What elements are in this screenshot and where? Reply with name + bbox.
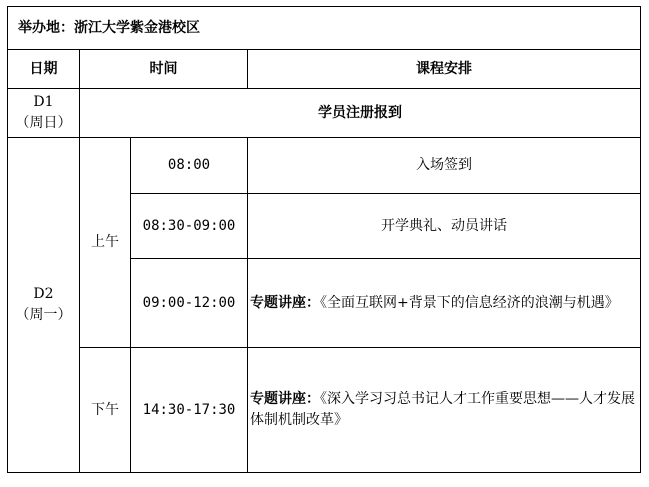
registration-note: 学员注册报到 bbox=[80, 89, 641, 138]
lecture-title: 《深入学习习总书记人才工作重要思想——人才发展体制机制改革》 bbox=[250, 391, 635, 428]
session-time: 14:30-17:30 bbox=[131, 348, 248, 473]
day-weekday: （周一） bbox=[15, 307, 72, 323]
venue-title: 举办地：浙江大学紫金港校区 bbox=[8, 7, 641, 50]
day-weekday: （周日） bbox=[15, 115, 72, 131]
day-code: D2 bbox=[33, 286, 54, 302]
header-schedule: 课程安排 bbox=[248, 50, 641, 89]
session-time: 08:00 bbox=[131, 138, 248, 194]
day-cell-d2 bbox=[8, 138, 80, 473]
session-time: 09:00-12:00 bbox=[131, 259, 248, 348]
day-code: D1 bbox=[33, 94, 54, 110]
lecture-label: 专题讲座： bbox=[250, 391, 320, 407]
session-activity: 开学典礼、动员讲话 bbox=[248, 194, 641, 259]
header-time: 时间 bbox=[80, 50, 248, 89]
header-row bbox=[8, 50, 641, 89]
day-cell-d1 bbox=[8, 89, 80, 138]
session-activity: 入场签到 bbox=[248, 138, 641, 194]
lecture-label: 专题讲座： bbox=[250, 294, 320, 311]
table-row bbox=[8, 348, 641, 473]
period-morning: 上午 bbox=[80, 138, 131, 348]
table-row bbox=[8, 138, 641, 194]
lecture-title: 《全面互联网+背景下的信息经济的浪潮与机遇》 bbox=[320, 294, 619, 311]
session-time: 08:30-09:00 bbox=[131, 194, 248, 259]
session-lecture bbox=[248, 348, 641, 473]
period-afternoon: 下午 bbox=[80, 348, 131, 473]
header-date: 日期 bbox=[8, 50, 80, 89]
schedule-table bbox=[7, 6, 641, 473]
table-row bbox=[8, 89, 641, 138]
session-lecture bbox=[248, 259, 641, 348]
venue-row bbox=[8, 7, 641, 50]
